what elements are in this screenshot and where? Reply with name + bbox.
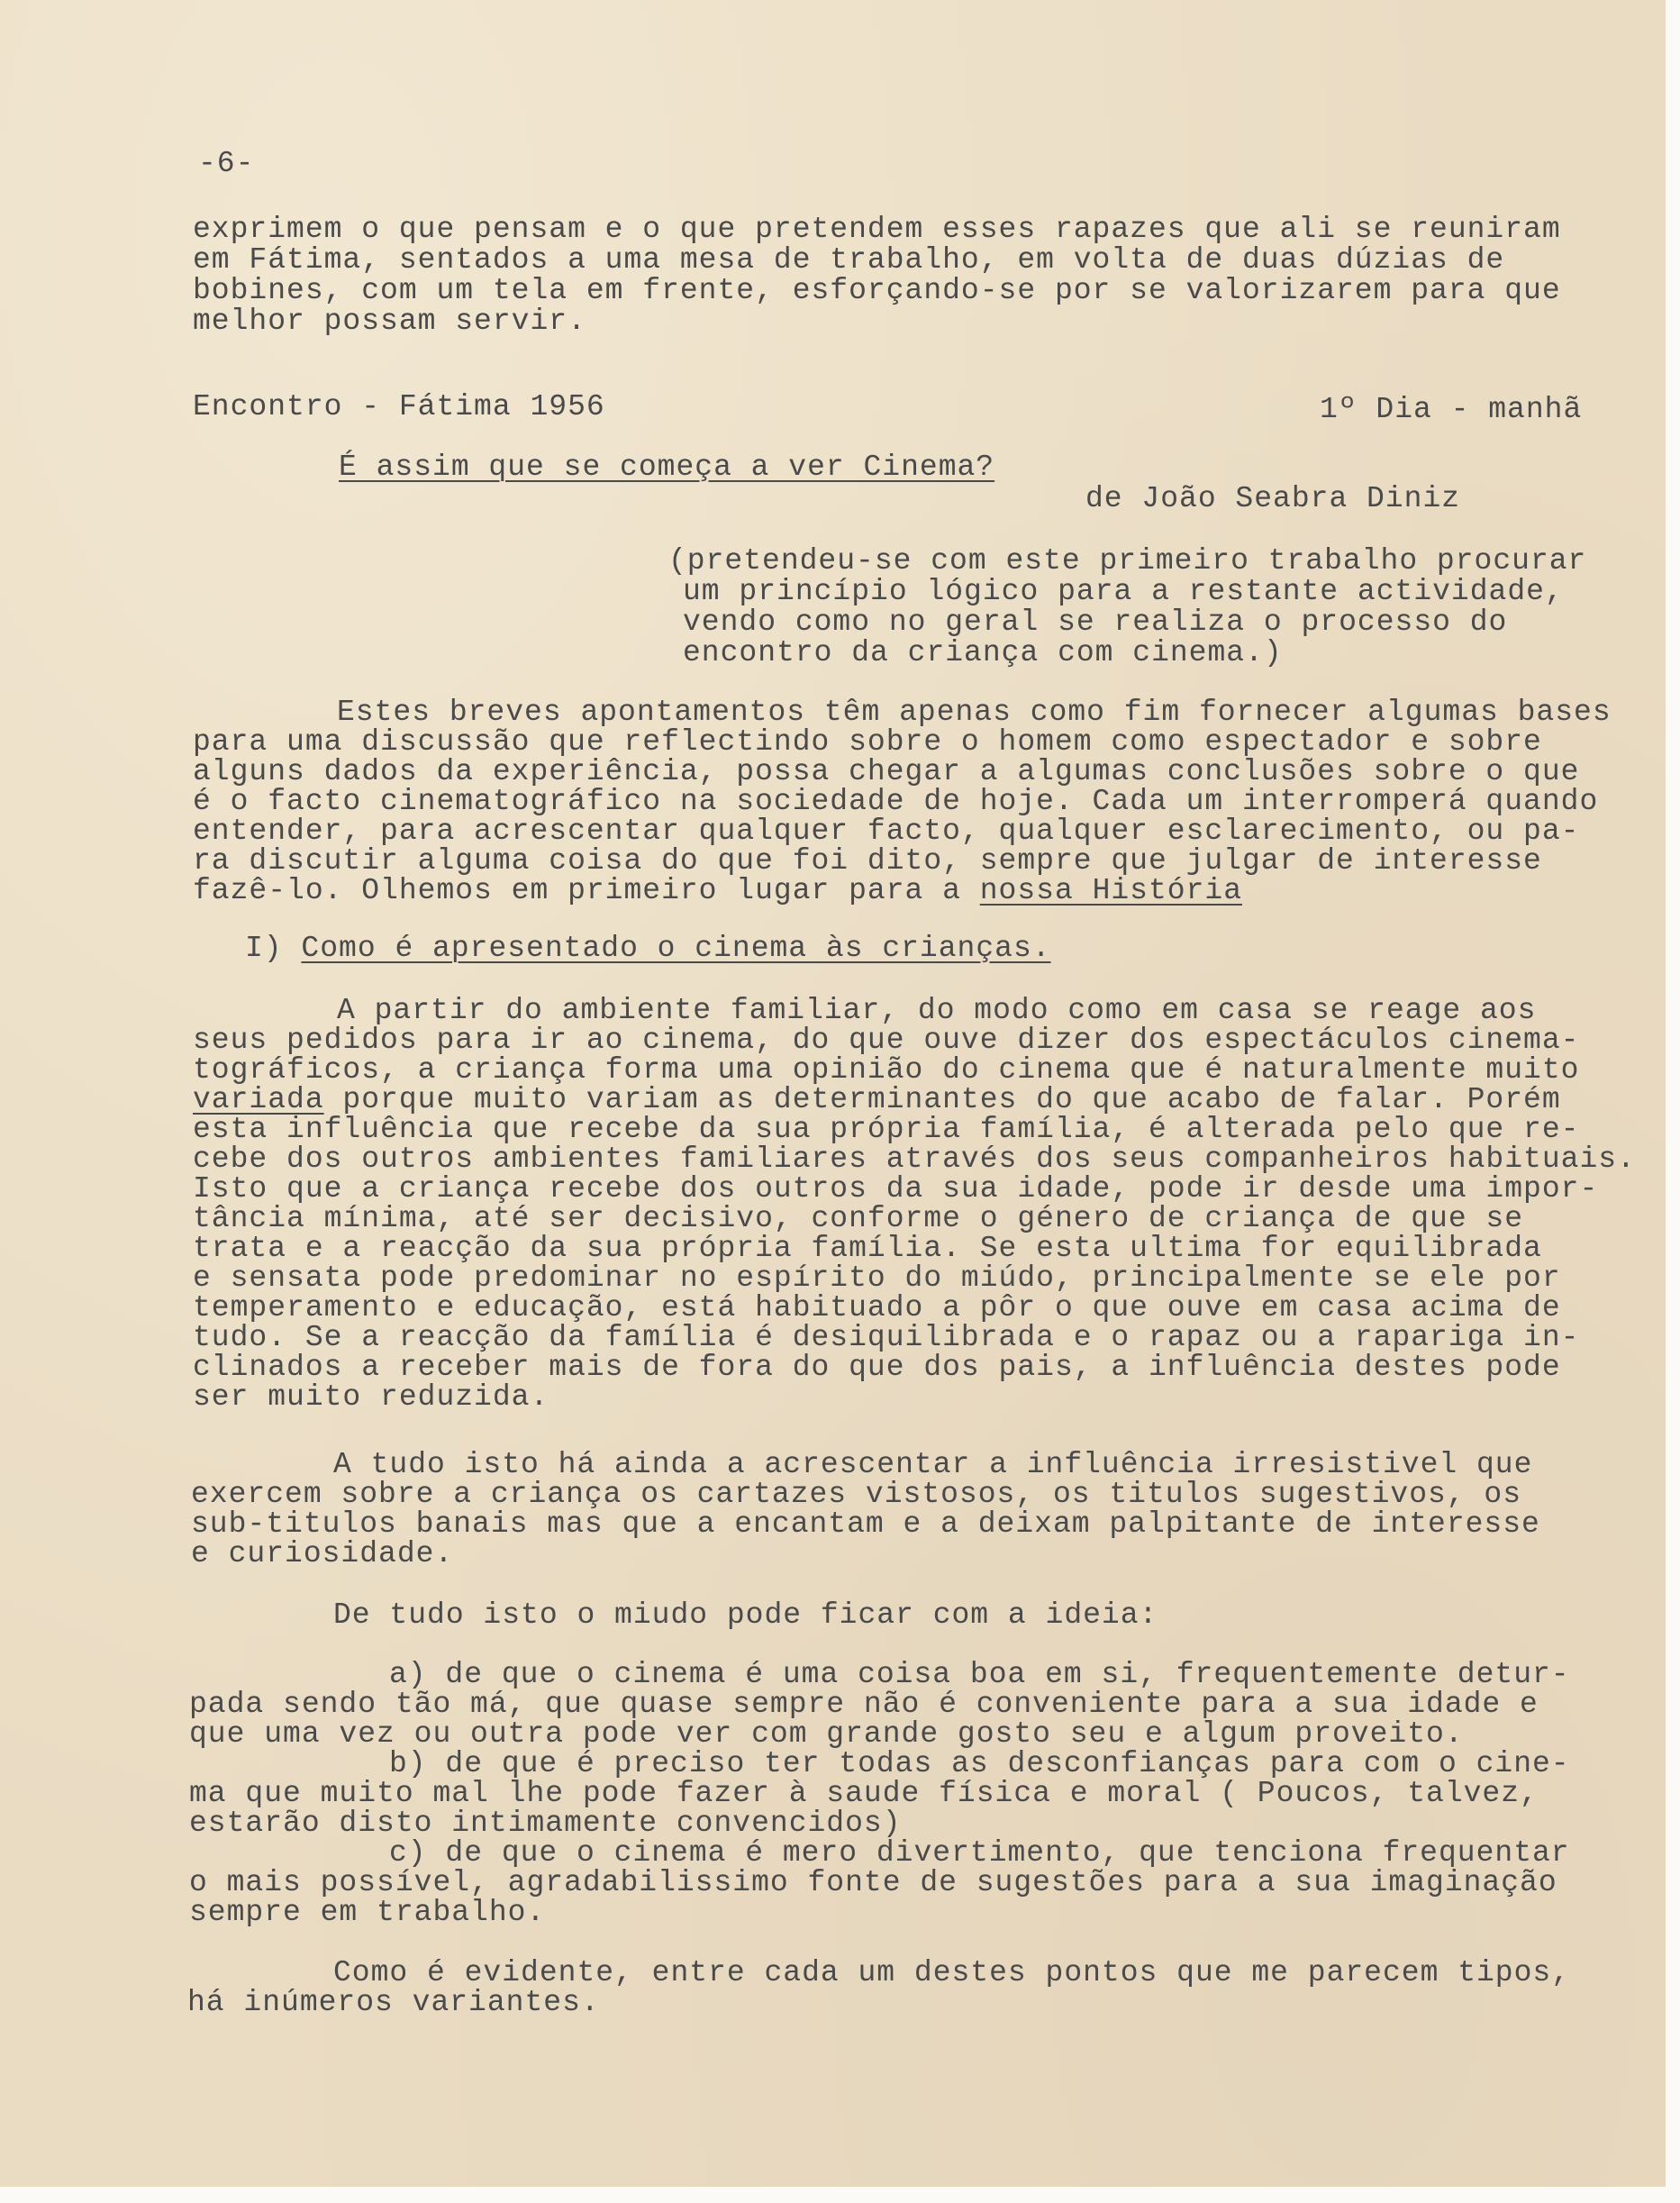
paragraph-1-line: para uma discussão que reflectindo sobre o homem como espectador e sobre bbox=[193, 725, 1542, 759]
paragraph-2-line: seus pedidos para ir ao cinema, do que ouve dizer dos espectáculos cinema- bbox=[193, 1024, 1580, 1057]
item-b-line: b) de que é preciso ter todas as desconfianças para com o cine- bbox=[389, 1747, 1570, 1780]
our-history-underlined: nossa História bbox=[979, 874, 1242, 907]
section-title: Como é apresentado o cinema às crianças. bbox=[301, 932, 1051, 965]
paragraph-5-line: há inúmeros variantes. bbox=[187, 1986, 600, 2019]
paragraph-1-line: é o facto cinematográfico na sociedade de hoje. Cada um interromperá quando bbox=[193, 785, 1599, 818]
paragraph-2-line: ser muito reduzida. bbox=[193, 1380, 549, 1414]
paragraph-2-line: tudo. Se a reacção da família é desiquilibrada e o rapaz ou a rapariga in- bbox=[193, 1321, 1580, 1354]
intro-line: em Fátima, sentados a uma mesa de trabalho, em volta de duas dúzias de bbox=[193, 243, 1505, 277]
paragraph-2-line: temperamento e educação, está habituado a pôr o que ouve em casa acima de bbox=[193, 1291, 1561, 1325]
item-c-line: c) de que o cinema é mero divertimento, que tenciona frequentar bbox=[389, 1836, 1570, 1870]
paragraph-5-line: Como é evidente, entre cada um destes pontos que me parecem tipos, bbox=[333, 1956, 1571, 1989]
paragraph-2-line: Isto que a criança recebe dos outros da sua idade, pode ir desde uma impor- bbox=[193, 1172, 1599, 1206]
section-heading bbox=[245, 933, 1051, 964]
item-a-line: pada sendo tão má, que quase sempre não é conveniente para a sua idade e bbox=[189, 1688, 1539, 1721]
meeting-name: Encontro - Fátima 1956 bbox=[193, 390, 605, 423]
paragraph-2-line: esta influência que recebe da sua própria família, é alterada pelo que re- bbox=[193, 1113, 1580, 1146]
note-line: vendo como no geral se realiza o processo do bbox=[683, 605, 1508, 639]
paragraph-1-line: Estes breves apontamentos têm apenas como fim fornecer algumas bases bbox=[337, 696, 1612, 729]
meeting-day: 1º Dia - manhã bbox=[1320, 393, 1583, 426]
paragraph-3-line: e curiosidade. bbox=[191, 1537, 454, 1570]
paragraph-3-line: exercem sobre a criança os cartazes vistosos, os titulos sugestivos, os bbox=[191, 1478, 1522, 1511]
page-number: -6- bbox=[198, 147, 255, 180]
scan-edge-right bbox=[1666, 0, 1680, 2203]
paragraph-1-last-text: fazê-lo. Olhemos em primeiro lugar para a bbox=[193, 874, 980, 907]
item-c-line: sempre em trabalho. bbox=[189, 1896, 546, 1929]
paragraph-2-line: tância mínima, até ser decisivo, conforme o género de criança de que se bbox=[193, 1202, 1524, 1235]
item-a-line: a) de que o cinema é uma coisa boa em si, frequentemente detur- bbox=[389, 1658, 1570, 1691]
note-line: um princípio lógico para a restante actividade, bbox=[683, 575, 1564, 608]
paragraph-2-line: A partir do ambiente familiar, do modo como em casa se reage aos bbox=[337, 994, 1537, 1027]
paragraph-2-line bbox=[193, 1085, 1561, 1115]
paragraph-1-line: alguns dados da experiência, possa chegar a algumas conclusões sobre o que bbox=[193, 755, 1580, 788]
paragraph-2-line-text: porque muito variam as determinantes do que acabo de falar. Porém bbox=[323, 1083, 1561, 1116]
paragraph-1-last-line bbox=[193, 876, 1242, 906]
paragraph-3-line: sub-titulos banais mas que a encantam e a deixam palpitante de interesse bbox=[191, 1507, 1540, 1541]
paragraph-3-line: A tudo isto há ainda a acrescentar a influência irresistivel que bbox=[333, 1448, 1533, 1481]
paragraph-2-line: e sensata pode predominar no espírito do miúdo, principalmente se ele por bbox=[193, 1261, 1561, 1295]
paragraph-2-line: cebe dos outros ambientes familiares através dos seus companheiros habituais. bbox=[193, 1142, 1636, 1176]
scan-edge-bottom bbox=[0, 2187, 1680, 2203]
variada-underlined: variada bbox=[193, 1083, 324, 1116]
item-c-line: o mais possível, agradabilissimo fonte de sugestões para a sua imaginação bbox=[189, 1866, 1557, 1899]
intro-line: bobines, com um tela em frente, esforçando-se por se valorizarem para que bbox=[193, 274, 1561, 307]
talk-title: É assim que se começa a ver Cinema? bbox=[339, 451, 995, 484]
item-b-line: ma que muito mal lhe pode fazer à saude física e moral ( Poucos, talvez, bbox=[189, 1777, 1539, 1810]
note-line: (pretendeu-se com este primeiro trabalho procurar bbox=[668, 544, 1587, 578]
paragraph-2-line: tográficos, a criança forma uma opinião do cinema que é naturalmente muito bbox=[193, 1053, 1580, 1087]
paragraph-2-line: trata e a reacção da sua própria família. Se esta ultima for equilibrada bbox=[193, 1232, 1542, 1265]
note-line: encontro da criança com cinema.) bbox=[683, 636, 1283, 669]
section-number: I) bbox=[245, 932, 302, 965]
item-a-line: que uma vez ou outra pode ver com grande gosto seu e algum proveito. bbox=[189, 1717, 1464, 1751]
talk-author: de João Seabra Diniz bbox=[1085, 482, 1461, 515]
intro-line: exprimem o que pensam e o que pretendem esses rapazes que ali se reuniram bbox=[193, 213, 1561, 246]
paragraph-2-line: clinados a receber mais de fora do que dos pais, a influência destes pode bbox=[193, 1351, 1561, 1384]
paragraph-4: De tudo isto o miudo pode ficar com a ideia: bbox=[333, 1598, 1158, 1632]
intro-line: melhor possam servir. bbox=[193, 305, 586, 338]
paragraph-1-line: ra discutir alguma coisa do que foi dito, sempre que julgar de interesse bbox=[193, 844, 1542, 878]
item-b-line: estarão disto intimamente convencidos) bbox=[189, 1807, 902, 1840]
paragraph-1-line: entender, para acrescentar qualquer facto, qualquer esclarecimento, ou pa- bbox=[193, 815, 1580, 848]
